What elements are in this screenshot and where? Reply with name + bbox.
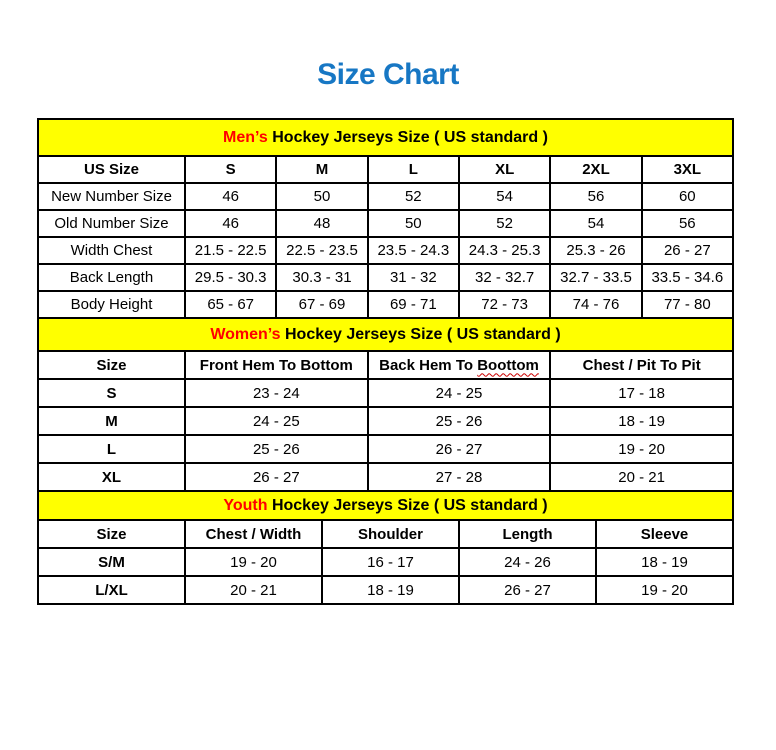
size-cell: 26 - 27 [642, 237, 733, 264]
mens-header-row [38, 156, 733, 183]
size-cell: 56 [550, 183, 641, 210]
size-cell: 30.3 - 31 [276, 264, 367, 291]
size-cell: 23.5 - 24.3 [368, 237, 459, 264]
size-cell: 26 - 27 [185, 463, 368, 491]
back-hem-prefix: Back Hem To [379, 356, 474, 374]
size-cell: 18 - 19 [596, 548, 733, 576]
row-label: M [38, 407, 185, 435]
size-tables-container [37, 118, 734, 605]
size-cell: 65 - 67 [185, 291, 276, 318]
size-cell: 27 - 28 [368, 463, 551, 491]
size-cell: 17 - 18 [550, 379, 733, 407]
row-label: S [38, 379, 185, 407]
size-cell: 32 - 32.7 [459, 264, 550, 291]
column-header: 2XL [550, 156, 641, 183]
size-chart-page [0, 58, 776, 605]
youth-banner-highlight: Youth [223, 497, 268, 514]
row-label: Width Chest [38, 237, 185, 264]
column-header: M [276, 156, 367, 183]
womens-section-banner [37, 317, 734, 352]
size-cell: 54 [459, 183, 550, 210]
row-label: S/M [38, 548, 185, 576]
size-cell: 54 [550, 210, 641, 237]
size-cell: 26 - 27 [459, 576, 596, 604]
table-row [38, 291, 733, 318]
size-cell: 16 - 17 [322, 548, 459, 576]
size-cell: 56 [642, 210, 733, 237]
size-cell: 18 - 19 [550, 407, 733, 435]
row-label: Back Length [38, 264, 185, 291]
size-cell: 60 [642, 183, 733, 210]
table-row [38, 435, 733, 463]
column-header: Sleeve [596, 520, 733, 548]
youth-header-row [38, 520, 733, 548]
table-row [38, 264, 733, 291]
size-cell: 19 - 20 [596, 576, 733, 604]
row-label: Old Number Size [38, 210, 185, 237]
table-row [38, 379, 733, 407]
page-title: Size Chart [317, 58, 459, 91]
youth-size-table [37, 519, 734, 605]
column-header: XL [459, 156, 550, 183]
size-cell: 25.3 - 26 [550, 237, 641, 264]
table-row [38, 237, 733, 264]
size-cell: 25 - 26 [368, 407, 551, 435]
table-row [38, 463, 733, 491]
table-row [38, 548, 733, 576]
womens-size-table [37, 350, 734, 492]
size-cell: 24 - 26 [459, 548, 596, 576]
size-cell: 67 - 69 [276, 291, 367, 318]
size-cell: 52 [368, 183, 459, 210]
size-cell: 20 - 21 [185, 576, 322, 604]
table-row [38, 576, 733, 604]
mens-size-table [37, 155, 734, 319]
size-cell: 33.5 - 34.6 [642, 264, 733, 291]
youth-section-banner [37, 490, 734, 521]
column-header: Length [459, 520, 596, 548]
size-cell: 77 - 80 [642, 291, 733, 318]
size-cell: 32.7 - 33.5 [550, 264, 641, 291]
row-label: L [38, 435, 185, 463]
column-header: Shoulder [322, 520, 459, 548]
column-header: Front Hem To Bottom [185, 351, 368, 379]
column-header: Chest / Width [185, 520, 322, 548]
womens-header-row [38, 351, 733, 379]
size-cell: 74 - 76 [550, 291, 641, 318]
size-cell: 23 - 24 [185, 379, 368, 407]
size-cell: 22.5 - 23.5 [276, 237, 367, 264]
size-cell: 46 [185, 210, 276, 237]
column-header: S [185, 156, 276, 183]
size-cell: 20 - 21 [550, 463, 733, 491]
size-cell: 24 - 25 [368, 379, 551, 407]
mens-section-banner [37, 118, 734, 157]
column-header: Chest / Pit To Pit [550, 351, 733, 379]
column-header: L [368, 156, 459, 183]
youth-banner-text: Hockey Jerseys Size ( US standard ) [271, 497, 548, 514]
size-cell: 48 [276, 210, 367, 237]
size-cell: 21.5 - 22.5 [185, 237, 276, 264]
column-header: Size [38, 351, 185, 379]
size-cell: 29.5 - 30.3 [185, 264, 276, 291]
column-header: Size [38, 520, 185, 548]
size-cell: 26 - 27 [368, 435, 551, 463]
row-label: XL [38, 463, 185, 491]
womens-banner-highlight: Women’s [210, 326, 281, 343]
mens-banner-highlight: Men’s [223, 129, 268, 146]
table-row [38, 407, 733, 435]
row-label: New Number Size [38, 183, 185, 210]
size-cell: 72 - 73 [459, 291, 550, 318]
column-header: US Size [38, 156, 185, 183]
row-label: Body Height [38, 291, 185, 318]
size-cell: 46 [185, 183, 276, 210]
size-cell: 52 [459, 210, 550, 237]
size-cell: 19 - 20 [185, 548, 322, 576]
size-cell: 24 - 25 [185, 407, 368, 435]
size-cell: 50 [368, 210, 459, 237]
back-hem-misspelled-word: Boottom [477, 356, 539, 374]
size-cell: 24.3 - 25.3 [459, 237, 550, 264]
size-cell: 19 - 20 [550, 435, 733, 463]
size-cell: 50 [276, 183, 367, 210]
row-label: L/XL [38, 576, 185, 604]
column-header: 3XL [642, 156, 733, 183]
size-cell: 69 - 71 [368, 291, 459, 318]
mens-banner-text: Hockey Jerseys Size ( US standard ) [272, 129, 548, 146]
size-cell: 31 - 32 [368, 264, 459, 291]
column-header [368, 351, 551, 379]
size-cell: 25 - 26 [185, 435, 368, 463]
size-cell: 18 - 19 [322, 576, 459, 604]
table-row [38, 183, 733, 210]
table-row [38, 210, 733, 237]
womens-banner-text: Hockey Jerseys Size ( US standard ) [285, 326, 561, 343]
